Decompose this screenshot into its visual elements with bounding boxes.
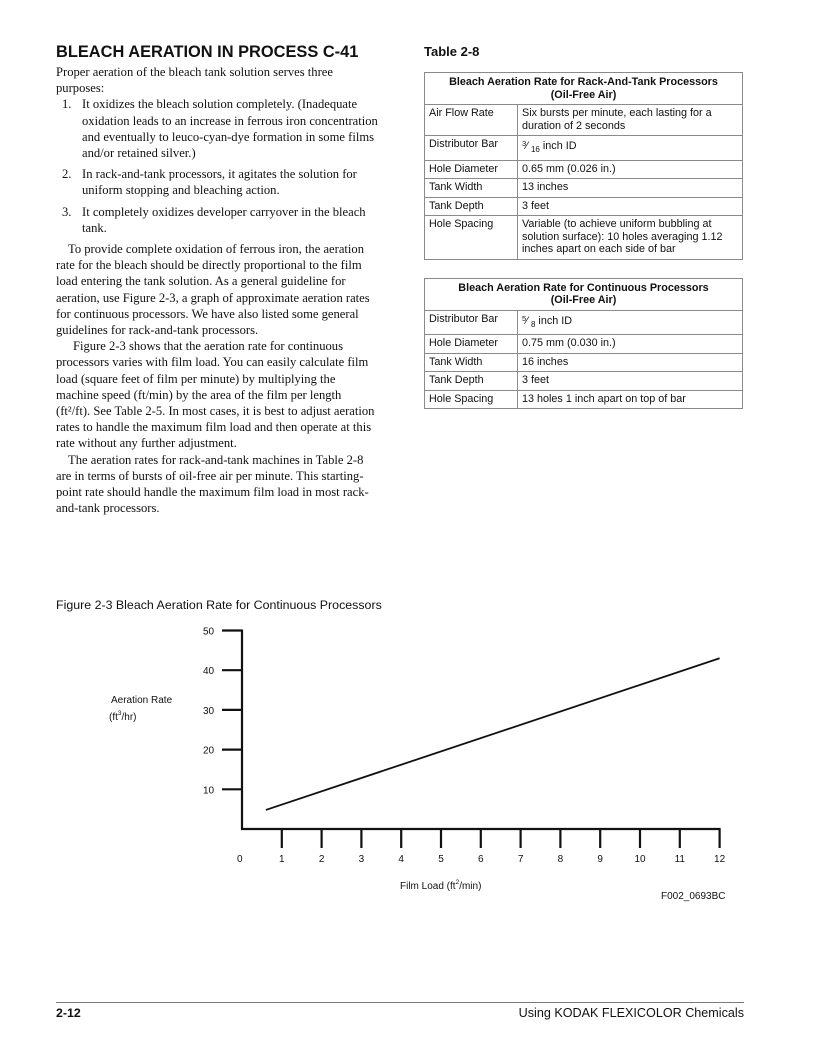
table-row: Distributor Bar $^3$⁄ $_{16}$ inch ID [425,136,743,161]
book-title: Using KODAK FLEXICOLOR Chemicals [518,1006,744,1020]
x-tick-label: 0 [237,854,243,865]
table-row: Hole Spacing Variable (to achieve uniform bubbling at solution surface): 10 holes averaging 1.12 inches apart on each side of bar [425,216,743,260]
fraction-numerator: 5 [522,313,527,323]
table-title: Bleach Aeration Rate for Rack-And-Tank Processors (Oil-Free Air) [425,73,743,105]
table-row: Hole Diameter 0.75 mm (0.030 in.) [425,335,743,354]
table-title: Bleach Aeration Rate for Continuous Processors (Oil-Free Air) [425,278,743,310]
y-tick-label: 10 [203,785,215,797]
table-label: Table 2-8 [424,44,480,59]
y-axis-unit: $(ft^3/hr)$ [109,710,137,723]
list-text: In rack-and-tank processors, it agitates the solution for uniform stopping and bleaching action. [82,167,357,198]
list-number: 1. [62,97,72,112]
body-paragraph: The aeration rates for rack-and-tank machines in Table 2-8 are in terms of bursts of oil-free air per minute. This starting-point rate should handle the maximum film load in most rack-and-tank processors. [56,452,369,516]
table-row: Tank Width 13 inches [425,179,743,198]
x-tick-label: 8 [557,854,564,865]
y-tick-label: 50 [203,626,215,638]
table-row: Hole Spacing 13 holes 1 inch apart on top of bar [425,390,743,409]
y-tick-label: 30 [203,705,215,717]
table-row: Tank Depth 3 feet [425,197,743,216]
list-number: 3. [62,204,72,219]
list-number: 2. [62,167,72,182]
fraction-denominator: 8 [530,319,536,329]
y-tick-label: 20 [203,745,215,757]
x-tick-label: 7 [517,854,524,865]
y-axis-label: Aeration Rate [111,695,173,706]
x-tick-label: 6 [478,854,484,865]
x-tick-label: 2 [318,854,325,865]
table-row: Distributor Bar $^5$⁄ $_8$ inch ID [425,310,743,335]
x-tick-label: 11 [674,854,685,865]
body-paragraph: Figure 2-3 shows that the aeration rate for continuous processors varies with film load. You can easily calculate film load (square feet of film per minute) by multiplying the machine speed (ft/min) by the area of the film per length (ft²/ft). See Table 2-5. In most cases, it is best to adjust aeration rates to handle the maximum film load and then operate at this rate without any further adjustment. [56,339,375,451]
figure-id: F002_0693BC [661,891,726,902]
x-tick-label: 3 [358,854,365,865]
footer-divider [56,1002,744,1003]
intro-paragraph: Proper aeration of the bleach tank solution serves three purposes: [56,65,333,96]
data-line [266,658,720,810]
x-tick-label: 12 [714,854,726,865]
list-text: It oxidizes the bleach solution completely. (Inadequate oxidation leads to an increase in ferrous iron concentration and eventually to leuco-cyan-dye formation in some films and/or retained silver.) [82,97,378,161]
x-tick-label: 5 [438,854,444,865]
table-row: Tank Width 16 inches [425,353,743,372]
table-row: Air Flow Rate Six bursts per minute, each lasting for a duration of 2 seconds [425,105,743,136]
x-axis-label: Film Load $(ft^2/\min)$ [400,879,482,892]
fraction-numerator: 3 [522,139,527,148]
table-row: Hole Diameter 0.65 mm (0.026 in.) [425,160,743,179]
list-text: It completely oxidizes developer carryover in the bleach tank. [82,204,366,235]
x-tick-label: 10 [634,854,646,865]
table-row: Tank Depth 3 feet [425,372,743,391]
x-tick-label: 1 [279,854,285,865]
y-tick-label: 40 [203,666,215,678]
figure-caption: Figure 2-3 Bleach Aeration Rate for Continuous Processors [56,598,382,612]
x-tick-label: 4 [398,854,404,865]
chart-axes [222,630,721,849]
page-number: 2-12 [56,1006,81,1020]
y-tick-labels [203,627,215,797]
body-paragraph: To provide complete oxidation of ferrous iron, the aeration rate for the bleach should be directly proportional to the film load entering the tank solution. As a general guideline for aeration, use Figure 2-3, a graph of approximate aeration rates for continuous processors. We have also listed some general guidelines for rack-and-tank processors. [56,242,370,338]
x-tick-labels [237,854,726,865]
fraction-denominator: 16 [530,145,540,154]
x-tick-label: 9 [597,854,603,865]
section-title: BLEACH AERATION IN PROCESS C-41 [56,43,359,61]
